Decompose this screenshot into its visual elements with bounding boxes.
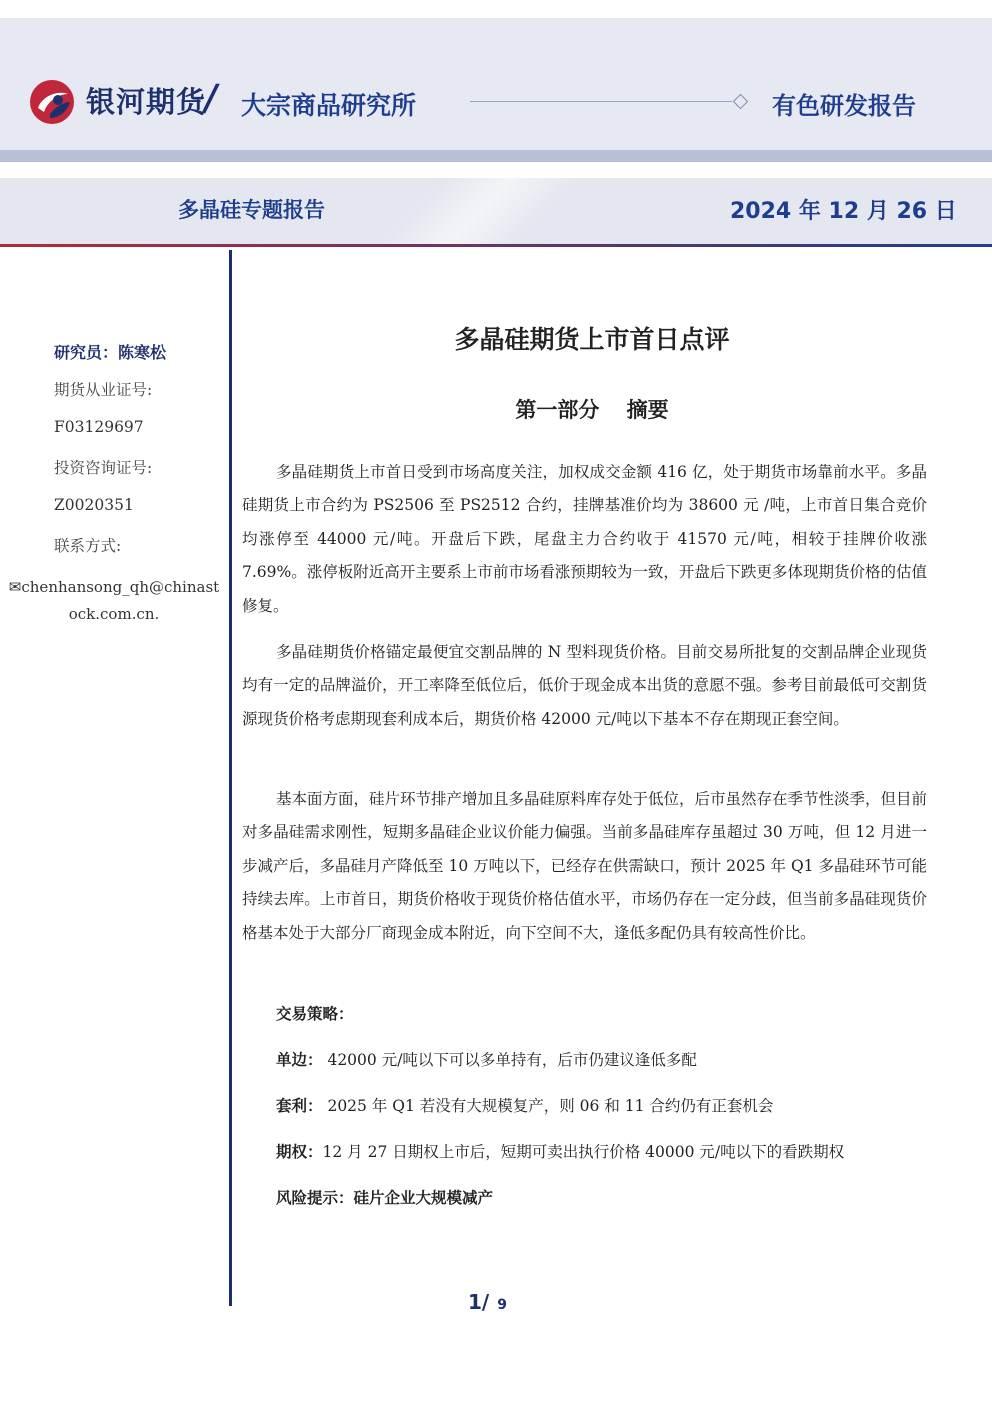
advisory-number: Z0020351 <box>54 496 134 514</box>
mail-icon: ✉ <box>8 578 22 596</box>
strategy-single-text: 42000 元/吨以下可以多单持有，后市仍建议逢低多配 <box>327 1051 697 1069</box>
researcher-name: 研究员：陈寒松 <box>54 343 167 362</box>
summary-paragraph: 基本面方面，硅片环节排产增加且多晶硅原料库存处于低位，后市虽然存在季节性淡季，但目前对多晶硅需求刚性，短期多晶硅企业议价能力偏强。当前多晶硅库存虽超过 30 万吨，但 12 月进一步减产后，多晶硅月产降低至 10 万吨以下，已经存在供需缺口，预计 2025 年 Q1 多晶硅环节可能持续去库。上市首日，期货价格收于现货价格估值水平，市场仍存在一定分歧，但当前多晶硅现货价格基本处于大部分厂商现金成本附近，向下空间不大，逢低多配仍具有较高性价比。 <box>242 790 928 942</box>
strategy-option-label: 期权： <box>276 1142 323 1161</box>
strategy-arb-label: 套利： <box>276 1096 323 1115</box>
summary-paragraph: 多晶硅期货上市首日受到市场高度关注，加权成交金额 416 亿，处于期货市场靠前水平。多晶硅期货上市合约为 PS2506 至 PS2512 合约，挂牌基准价均为 38600 元 /吨，上市首日集合竞价均涨停至 44000 元/吨。开盘后下跌，尾盘主力合约收于 41570 元/吨，相较于挂牌价收涨 7.69%。涨停板附近高开主要系上市前市场看涨预期较为一致，开盘后下跌更多体现期货价格的估值修复。 <box>242 463 927 615</box>
page-indicator <box>468 1290 507 1314</box>
subheader-decoration <box>350 178 610 244</box>
logo-text: 银河期货 <box>86 85 207 119</box>
advisory-label: 投资咨询证号: <box>54 459 153 477</box>
galaxy-logo-icon <box>28 78 76 126</box>
contact-label: 联系方式: <box>54 537 122 555</box>
license-label: 期货从业证号: <box>54 381 153 399</box>
email-text[interactable]: chenhansong_qh@chinastock.com.cn. <box>21 578 220 623</box>
strategy-heading: 交易策略： <box>276 1004 354 1023</box>
summary-paragraph: 多晶硅期货价格锚定最便宜交割品牌的 N 型料现货价格。目前交易所批复的交割品牌企业现货均有一定的品牌溢价，开工率降至低位后，低价于现金成本出货的意愿不强。参考目前最低可交割货源现货价格考虑期现套利成本后，期货价格 42000 元/吨以下基本不存在期现正套空间。 <box>242 643 927 728</box>
risk-text: 硅片企业大规模减产 <box>353 1188 494 1207</box>
strategy-single-label: 单边： <box>276 1050 323 1069</box>
sidebar-divider <box>229 250 232 1306</box>
strategy-single <box>276 1048 697 1070</box>
strategy-arb-text: 2025 年 Q1 若没有大规模复产，则 06 和 11 合约仍有正套机会 <box>327 1097 774 1115</box>
page-total: 9 <box>497 1297 507 1313</box>
report-title: 多晶硅期货上市首日点评 <box>454 325 730 354</box>
header-stripe <box>0 150 992 162</box>
report-subject: 多晶硅专题报告 <box>178 198 325 222</box>
risk-label: 风险提示： <box>276 1188 354 1207</box>
section-heading: 第一部分 摘要 <box>515 398 669 422</box>
contact-email[interactable] <box>6 574 222 628</box>
license-number: F03129697 <box>54 418 144 436</box>
strategy-arbitrage <box>276 1094 773 1116</box>
header-slash: / <box>200 78 221 119</box>
institute-name: 大宗商品研究所 <box>241 91 417 120</box>
subheader-rule <box>0 244 992 247</box>
report-date: 2024 年 12 月 26 日 <box>730 199 957 224</box>
page-current: 1 <box>468 1290 482 1314</box>
header-rule <box>470 101 732 102</box>
risk-warning <box>276 1186 493 1208</box>
strategy-option <box>276 1140 844 1162</box>
strategy-option-text: 12 月 27 日期权上市后，短期可卖出执行价格 40000 元/吨以下的看跌期权 <box>322 1143 845 1161</box>
page-separator: / <box>481 1290 490 1314</box>
report-type: 有色研发报告 <box>772 92 916 120</box>
